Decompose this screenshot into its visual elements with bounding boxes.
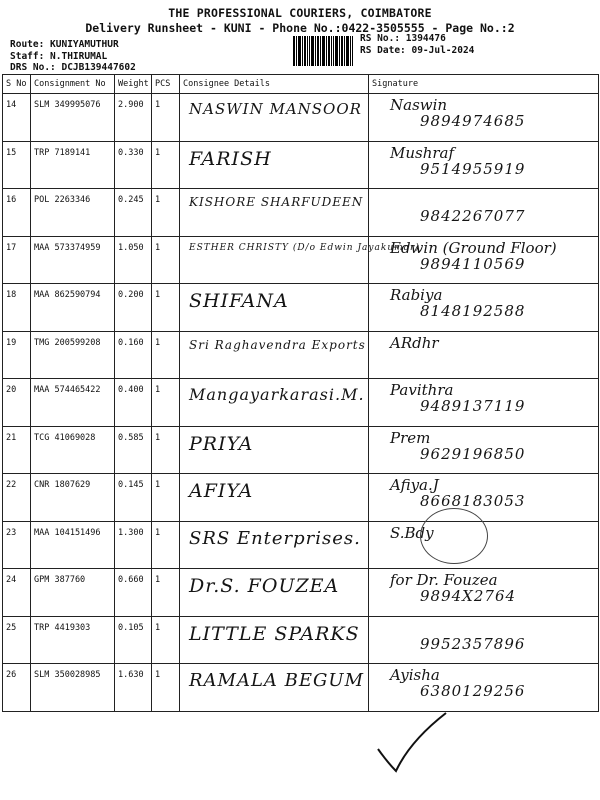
consignee-name: ESTHER CHRISTY (D/o Edwin Jayakumar) xyxy=(189,242,420,253)
row-pcs: 1 xyxy=(152,569,180,617)
row-sno: 25 xyxy=(3,616,31,664)
row-consignee-details xyxy=(180,94,369,142)
row-weight: 0.330 xyxy=(115,141,152,189)
signature-phone: 9514955919 xyxy=(420,159,526,178)
table-row xyxy=(3,189,599,237)
table-body xyxy=(3,94,599,712)
row-signature xyxy=(369,141,599,189)
table-row xyxy=(3,426,599,474)
row-pcs: 1 xyxy=(152,331,180,379)
table-row xyxy=(3,331,599,379)
table-row xyxy=(3,521,599,569)
row-weight: 1.630 xyxy=(115,664,152,712)
row-sno: 24 xyxy=(3,569,31,617)
signature-name: for Dr. Fouzea xyxy=(390,571,498,589)
row-pcs: 1 xyxy=(152,426,180,474)
row-sno: 16 xyxy=(3,189,31,237)
row-sno: 21 xyxy=(3,426,31,474)
signature-name: ARdhr xyxy=(390,333,439,352)
check-mark-icon xyxy=(370,705,450,775)
row-sno: 18 xyxy=(3,284,31,332)
col-header-consignment: Consignment No xyxy=(31,75,115,94)
row-consignee-details xyxy=(180,426,369,474)
signature-phone: 9842267077 xyxy=(420,207,526,225)
row-weight: 0.585 xyxy=(115,426,152,474)
row-consignment-no: GPM 387760 xyxy=(31,569,115,617)
row-signature xyxy=(369,426,599,474)
row-weight: 0.245 xyxy=(115,189,152,237)
barcode-image xyxy=(293,36,353,66)
row-consignee-details xyxy=(180,664,369,712)
row-signature xyxy=(369,569,599,617)
row-pcs: 1 xyxy=(152,616,180,664)
row-weight: 0.660 xyxy=(115,569,152,617)
table-row xyxy=(3,474,599,522)
signature-phone: 9489137119 xyxy=(420,397,526,415)
consignee-name: SRS Enterprises. xyxy=(189,527,361,549)
row-sno: 15 xyxy=(3,141,31,189)
drs-number: DRS No.: DCJB139447602 xyxy=(10,62,136,73)
consignee-name: NASWIN MANSOOR xyxy=(189,100,362,118)
row-signature xyxy=(369,94,599,142)
row-signature xyxy=(369,331,599,379)
consignee-name: PRIYA xyxy=(189,432,254,455)
col-header-weight: Weight xyxy=(115,75,152,94)
row-consignment-no: TMG 200599208 xyxy=(31,331,115,379)
table-row xyxy=(3,664,599,712)
row-sno: 14 xyxy=(3,94,31,142)
table-row xyxy=(3,284,599,332)
row-sno: 26 xyxy=(3,664,31,712)
row-signature xyxy=(369,284,599,332)
row-consignment-no: TRP 7189141 xyxy=(31,141,115,189)
row-consignee-details xyxy=(180,379,369,427)
row-consignment-no: CNR 1807629 xyxy=(31,474,115,522)
row-consignee-details xyxy=(180,141,369,189)
consignee-name: SHIFANA xyxy=(189,290,289,312)
row-pcs: 1 xyxy=(152,94,180,142)
rs-number: RS No.: 1394476 xyxy=(360,33,446,44)
row-consignee-details xyxy=(180,189,369,237)
consignee-name: Mangayarkarasi.M. xyxy=(189,385,365,404)
row-pcs: 1 xyxy=(152,474,180,522)
row-consignee-details xyxy=(180,474,369,522)
row-consignee-details xyxy=(180,331,369,379)
table-row xyxy=(3,141,599,189)
row-consignee-details xyxy=(180,236,420,284)
signature-phone: 8668183053 xyxy=(420,492,526,510)
row-weight: 0.400 xyxy=(115,379,152,427)
row-signature xyxy=(369,379,599,427)
consignee-name: KISHORE SHARFUDEEN xyxy=(189,195,364,209)
row-weight: 0.160 xyxy=(115,331,152,379)
row-consignment-no: TCG 41069028 xyxy=(31,426,115,474)
row-weight: 0.200 xyxy=(115,284,152,332)
row-consignment-no: MAA 862590794 xyxy=(31,284,115,332)
row-pcs: 1 xyxy=(152,379,180,427)
row-weight: 2.900 xyxy=(115,94,152,142)
consignee-name: LITTLE SPARKS xyxy=(189,622,360,645)
row-pcs: 1 xyxy=(152,664,180,712)
row-weight: 0.145 xyxy=(115,474,152,522)
table-row xyxy=(3,616,599,664)
row-signature xyxy=(369,189,599,237)
col-header-sno: S No xyxy=(3,75,31,94)
row-consignment-no: SLM 350028985 xyxy=(31,664,115,712)
staff-label: Staff: N.THIRUMAL xyxy=(10,51,108,62)
row-signature xyxy=(369,236,599,284)
row-pcs: 1 xyxy=(152,141,180,189)
row-consignment-no: TRP 4419303 xyxy=(31,616,115,664)
consignee-name: FARISH xyxy=(189,147,272,170)
row-sno: 22 xyxy=(3,474,31,522)
signature-name: Rabiya xyxy=(390,286,443,304)
row-consignee-details xyxy=(180,284,369,332)
row-signature xyxy=(369,474,599,522)
row-signature xyxy=(369,664,599,712)
signature-name: Ayisha xyxy=(390,666,440,684)
consignee-name: RAMALA BEGUM xyxy=(189,670,365,691)
runsheet-title: Delivery Runsheet - KUNI - Phone No.:0422-3505555 - Page No.:2 xyxy=(85,21,515,35)
row-sno: 19 xyxy=(3,331,31,379)
signature-phone: 9894110569 xyxy=(420,254,526,273)
consignee-name: AFIYA xyxy=(189,480,254,502)
signature-name: Pavithra xyxy=(390,381,454,399)
row-consignee-details xyxy=(180,569,369,617)
row-sno: 17 xyxy=(3,236,31,284)
company-stamp xyxy=(420,508,488,564)
row-consignment-no: POL 2263346 xyxy=(31,189,115,237)
signature-name: Naswin xyxy=(390,96,448,114)
row-sno: 23 xyxy=(3,521,31,569)
signature-phone: 9894X2764 xyxy=(420,587,517,605)
row-consignee-details xyxy=(180,521,369,569)
signature-phone: 9894974685 xyxy=(420,112,526,130)
consignee-name: Dr.S. FOUZEA xyxy=(189,575,340,597)
route-label: Route: KUNIYAMUTHUR xyxy=(10,39,119,50)
table-row xyxy=(3,236,599,284)
row-pcs: 1 xyxy=(152,189,180,237)
table-header-row xyxy=(3,75,599,94)
row-pcs: 1 xyxy=(152,521,180,569)
signature-name: Edwin (Ground Floor) xyxy=(390,238,557,257)
signature-phone: 9952357896 xyxy=(420,634,526,653)
row-consignment-no: MAA 573374959 xyxy=(31,236,115,284)
row-consignment-no: SLM 349995076 xyxy=(31,94,115,142)
row-consignment-no: MAA 104151496 xyxy=(31,521,115,569)
row-pcs: 1 xyxy=(152,284,180,332)
row-weight: 0.105 xyxy=(115,616,152,664)
runsheet-table xyxy=(2,74,599,712)
signature-name: Afiya.J xyxy=(390,476,439,494)
row-signature xyxy=(369,616,599,664)
table-row xyxy=(3,379,599,427)
col-header-details: Consignee Details xyxy=(180,75,369,94)
table-row xyxy=(3,94,599,142)
row-sno: 20 xyxy=(3,379,31,427)
col-header-signature: Signature xyxy=(369,75,599,94)
table-row xyxy=(3,569,599,617)
signature-phone: 8148192588 xyxy=(420,302,526,320)
company-title: THE PROFESSIONAL COURIERS, COIMBATORE xyxy=(168,6,432,20)
row-weight: 1.300 xyxy=(115,521,152,569)
row-weight: 1.050 xyxy=(115,236,152,284)
signature-name: S.Bdy xyxy=(390,523,434,542)
consignee-name: Sri Raghavendra Exports xyxy=(189,337,366,352)
row-consignment-no: MAA 574465422 xyxy=(31,379,115,427)
signature-name: Prem xyxy=(390,428,431,447)
row-consignee-details xyxy=(180,616,369,664)
rs-date: RS Date: 09-Jul-2024 xyxy=(360,45,475,56)
signature-phone: 6380129256 xyxy=(420,682,526,700)
col-header-pcs: PCS xyxy=(152,75,180,94)
row-pcs: 1 xyxy=(152,236,180,284)
signature-phone: 9629196850 xyxy=(420,444,526,463)
signature-name: Mushraf xyxy=(390,143,455,162)
